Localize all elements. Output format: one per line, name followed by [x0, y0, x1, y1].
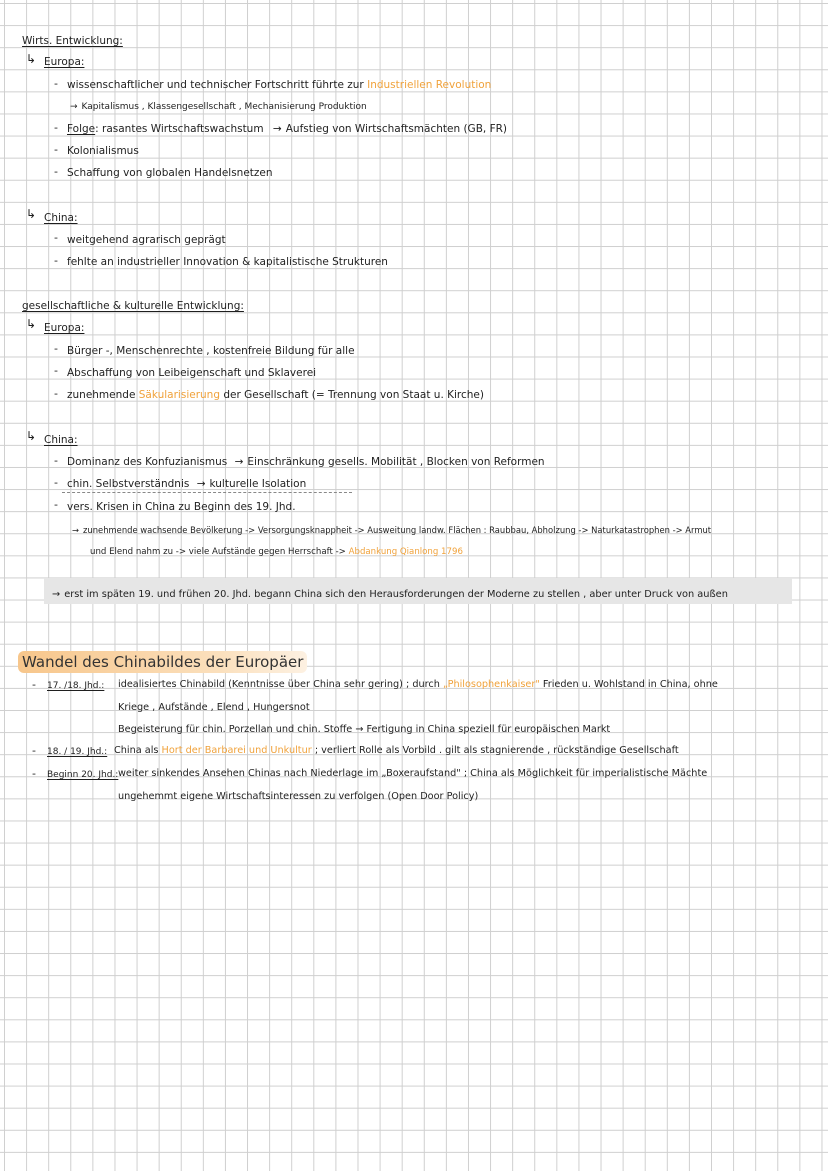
- highlight-saekularisierung: Säkularisierung: [138, 389, 220, 401]
- dash-icon: -: [54, 454, 58, 467]
- hook-arrow-icon: ↳: [26, 52, 37, 66]
- list-item: Folge: rasantes Wirtschaftswachstum → Aufstieg von Wirtschaftsmächten (GB, FR): [67, 123, 508, 135]
- list-item: zunehmende Säkularisierung der Gesellschaft (= Trennung von Staat u. Kirche): [67, 389, 484, 401]
- dash-icon: -: [54, 387, 58, 400]
- section-title-wandel: Wandel des Chinabildes der Europäer: [18, 651, 307, 673]
- hook-arrow-icon: ↳: [26, 429, 37, 443]
- list-item: fehlte an industrieller Innovation & kapitalistische Strukturen: [67, 256, 388, 268]
- highlight-philosophenkaiser: „Philosophenkaiser": [442, 679, 540, 690]
- heading-gesellschaft: gesellschaftliche & kulturelle Entwicklung:: [22, 300, 244, 312]
- era-text: China als Hort der Barbarei und Unkultur ; verliert Rolle als Vorbild . gilt als stagnierende , rückständige Gesellschaft: [114, 745, 679, 756]
- arrow-right-icon: →: [272, 123, 282, 135]
- dash-icon: -: [54, 254, 58, 267]
- list-item: → zunehmende wachsende Bevölkerung -> Versorgungsknappheit -> Ausweitung landw. Flächen : Raubbau, Abholzung -> Naturkatastrophen -> Armut: [72, 525, 712, 535]
- dash-icon: -: [54, 342, 58, 355]
- era-label-17-18: 17. /18. Jhd.:: [47, 681, 105, 691]
- highlight-barbarei: Hort der Barbarei und Unkultur: [161, 745, 312, 756]
- era-text: Begeisterung für chin. Porzellan und chin. Stoffe → Fertigung in China speziell für europäischen Markt: [118, 724, 611, 735]
- highlight-industrielle-revolution: Industriellen Revolution: [367, 79, 492, 91]
- list-item: Kolonialismus: [67, 145, 139, 157]
- dash-icon: -: [54, 231, 58, 244]
- dash-icon: -: [54, 121, 58, 134]
- dash-icon: -: [54, 165, 58, 178]
- era-text: idealisiertes Chinabild (Kenntnisse über China sehr gering) ; durch „Philosophenkaiser" Frieden u. Wohlstand in China, ohne: [118, 679, 718, 690]
- dash-icon: -: [32, 678, 36, 691]
- arrow-right-icon: →: [70, 102, 78, 112]
- list-item: wissenschaftlicher und technischer Fortschritt führte zur Industriellen Revolution: [67, 79, 492, 91]
- heading-wirtschaft: Wirts. Entwicklung:: [22, 35, 123, 47]
- era-label-18-19: 18. / 19. Jhd.:: [47, 747, 108, 757]
- list-item: → Kapitalismus , Klassengesellschaft , Mechanisierung Produktion: [70, 102, 367, 112]
- list-item: Schaffung von globalen Handelsnetzen: [67, 167, 273, 179]
- dash-icon: -: [54, 143, 58, 156]
- list-item: vers. Krisen in China zu Beginn des 19. Jhd.: [67, 501, 296, 513]
- era-text: Kriege , Aufstände , Elend , Hungersnot: [118, 702, 310, 713]
- list-item: Dominanz des Konfuzianismus → Einschränkung gesells. Mobilität , Blocken von Reformen: [67, 456, 545, 468]
- label-europa: Europa:: [44, 56, 85, 68]
- dotted-divider: [62, 492, 352, 493]
- arrow-right-icon: →: [52, 589, 61, 600]
- arrow-right-icon: →: [234, 456, 244, 468]
- list-item: Bürger -, Menschenrechte , kostenfreie Bildung für alle: [67, 345, 355, 357]
- arrow-right-icon: →: [196, 478, 206, 490]
- list-item: weitgehend agrarisch geprägt: [67, 234, 226, 246]
- highlight-abdankung: Abdankung Qianlong 1796: [348, 547, 463, 557]
- label-china: China:: [44, 434, 78, 446]
- list-item: Abschaffung von Leibeigenschaft und Sklaverei: [67, 367, 317, 379]
- era-text: ungehemmt eigene Wirtschaftsinteressen zu verfolgen (Open Door Policy): [118, 791, 479, 802]
- arrow-right-icon: →: [72, 525, 80, 535]
- conclusion-text: → erst im späten 19. und frühen 20. Jhd. begann China sich den Herausforderungen der Moderne zu stellen , aber unter Druck von außen: [52, 589, 728, 600]
- dash-icon: -: [32, 744, 36, 757]
- dash-icon: -: [54, 476, 58, 489]
- label-china: China:: [44, 212, 78, 224]
- era-label-20: Beginn 20. Jhd.:: [47, 770, 119, 780]
- hook-arrow-icon: ↳: [26, 207, 37, 221]
- hook-arrow-icon: ↳: [26, 317, 37, 331]
- dash-icon: -: [54, 77, 58, 90]
- label-europa: Europa:: [44, 322, 85, 334]
- dash-icon: -: [32, 767, 36, 780]
- era-text: weiter sinkendes Ansehen Chinas nach Niederlage im „Boxeraufstand" ; China als Möglichkeit für imperialistische Mächte: [118, 768, 708, 779]
- list-item: und Elend nahm zu -> viele Aufstände gegen Herrschaft -> Abdankung Qianlong 1796: [90, 547, 463, 557]
- dash-icon: -: [54, 364, 58, 377]
- dash-icon: -: [54, 498, 58, 511]
- list-item: chin. Selbstverständnis → kulturelle Isolation: [67, 478, 307, 490]
